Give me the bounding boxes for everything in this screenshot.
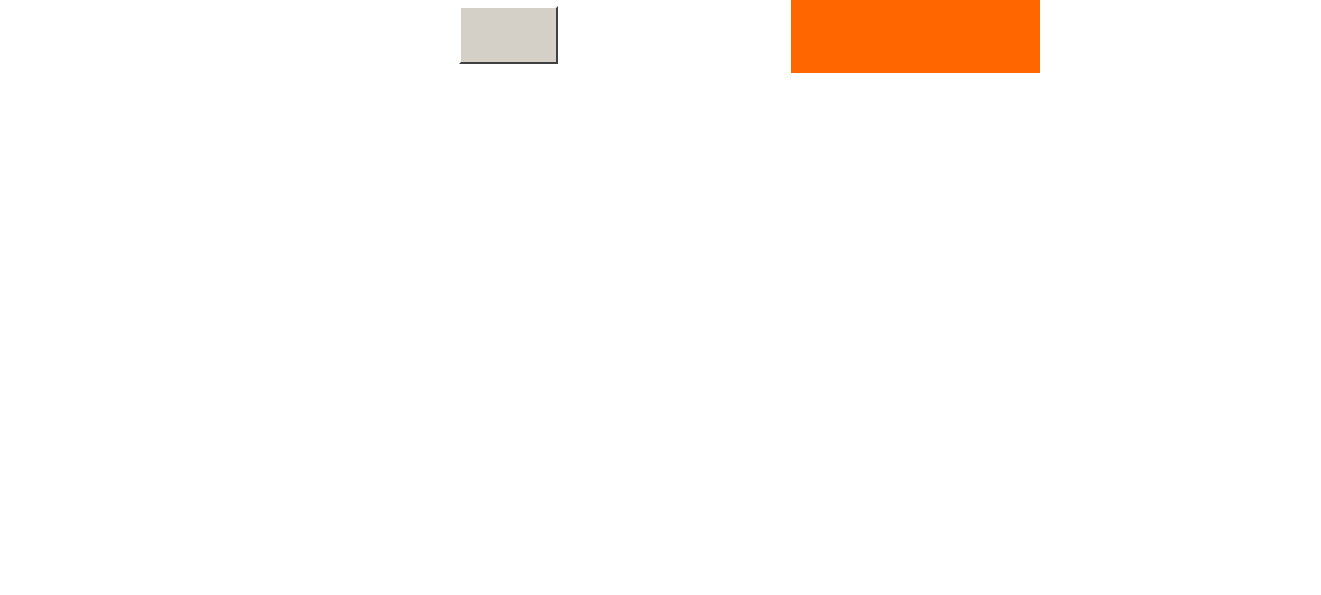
update-button[interactable]	[459, 6, 558, 64]
signal-header-link[interactable]	[795, 29, 1040, 45]
